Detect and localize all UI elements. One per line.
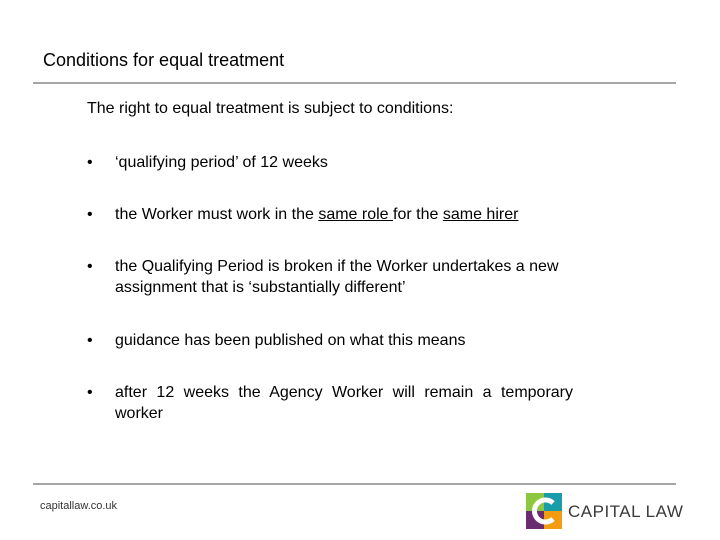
bullet-text xyxy=(115,204,573,225)
title-divider xyxy=(33,82,676,84)
underlined-same-hirer: same hirer xyxy=(442,206,519,223)
capital-law-logo-mark-icon xyxy=(526,493,562,529)
bullet-text: guidance has been published on what this means xyxy=(115,332,466,349)
logo-text: CAPITAL LAW xyxy=(568,502,684,521)
bullet-marker: • xyxy=(87,206,93,223)
intro-text: The right to equal treatment is subject to conditions: xyxy=(87,100,454,117)
bullet-text: the Qualifying Period is broken if the Worker undertakes a new assignment that is ‘substantially different’ xyxy=(115,258,559,296)
bullet-text-part: for the xyxy=(393,206,443,223)
bullet-text: ‘qualifying period’ of 12 weeks xyxy=(115,154,328,171)
footer-divider xyxy=(33,483,676,485)
underlined-same-role: same role xyxy=(318,206,394,223)
slide-title: Conditions for equal treatment xyxy=(43,50,285,70)
bullet-text: after 12 weeks the Agency Worker will remain a temporary worker xyxy=(115,384,573,422)
capital-law-logo xyxy=(526,493,686,529)
bullet-marker: • xyxy=(87,154,93,171)
bullet-text-part: the Worker must work in the xyxy=(115,206,319,223)
footer-url[interactable]: capitallaw.co.uk xyxy=(40,500,118,512)
bullet-marker: • xyxy=(87,332,93,349)
bullet-marker: • xyxy=(87,384,93,401)
bullet-marker: • xyxy=(87,258,93,275)
